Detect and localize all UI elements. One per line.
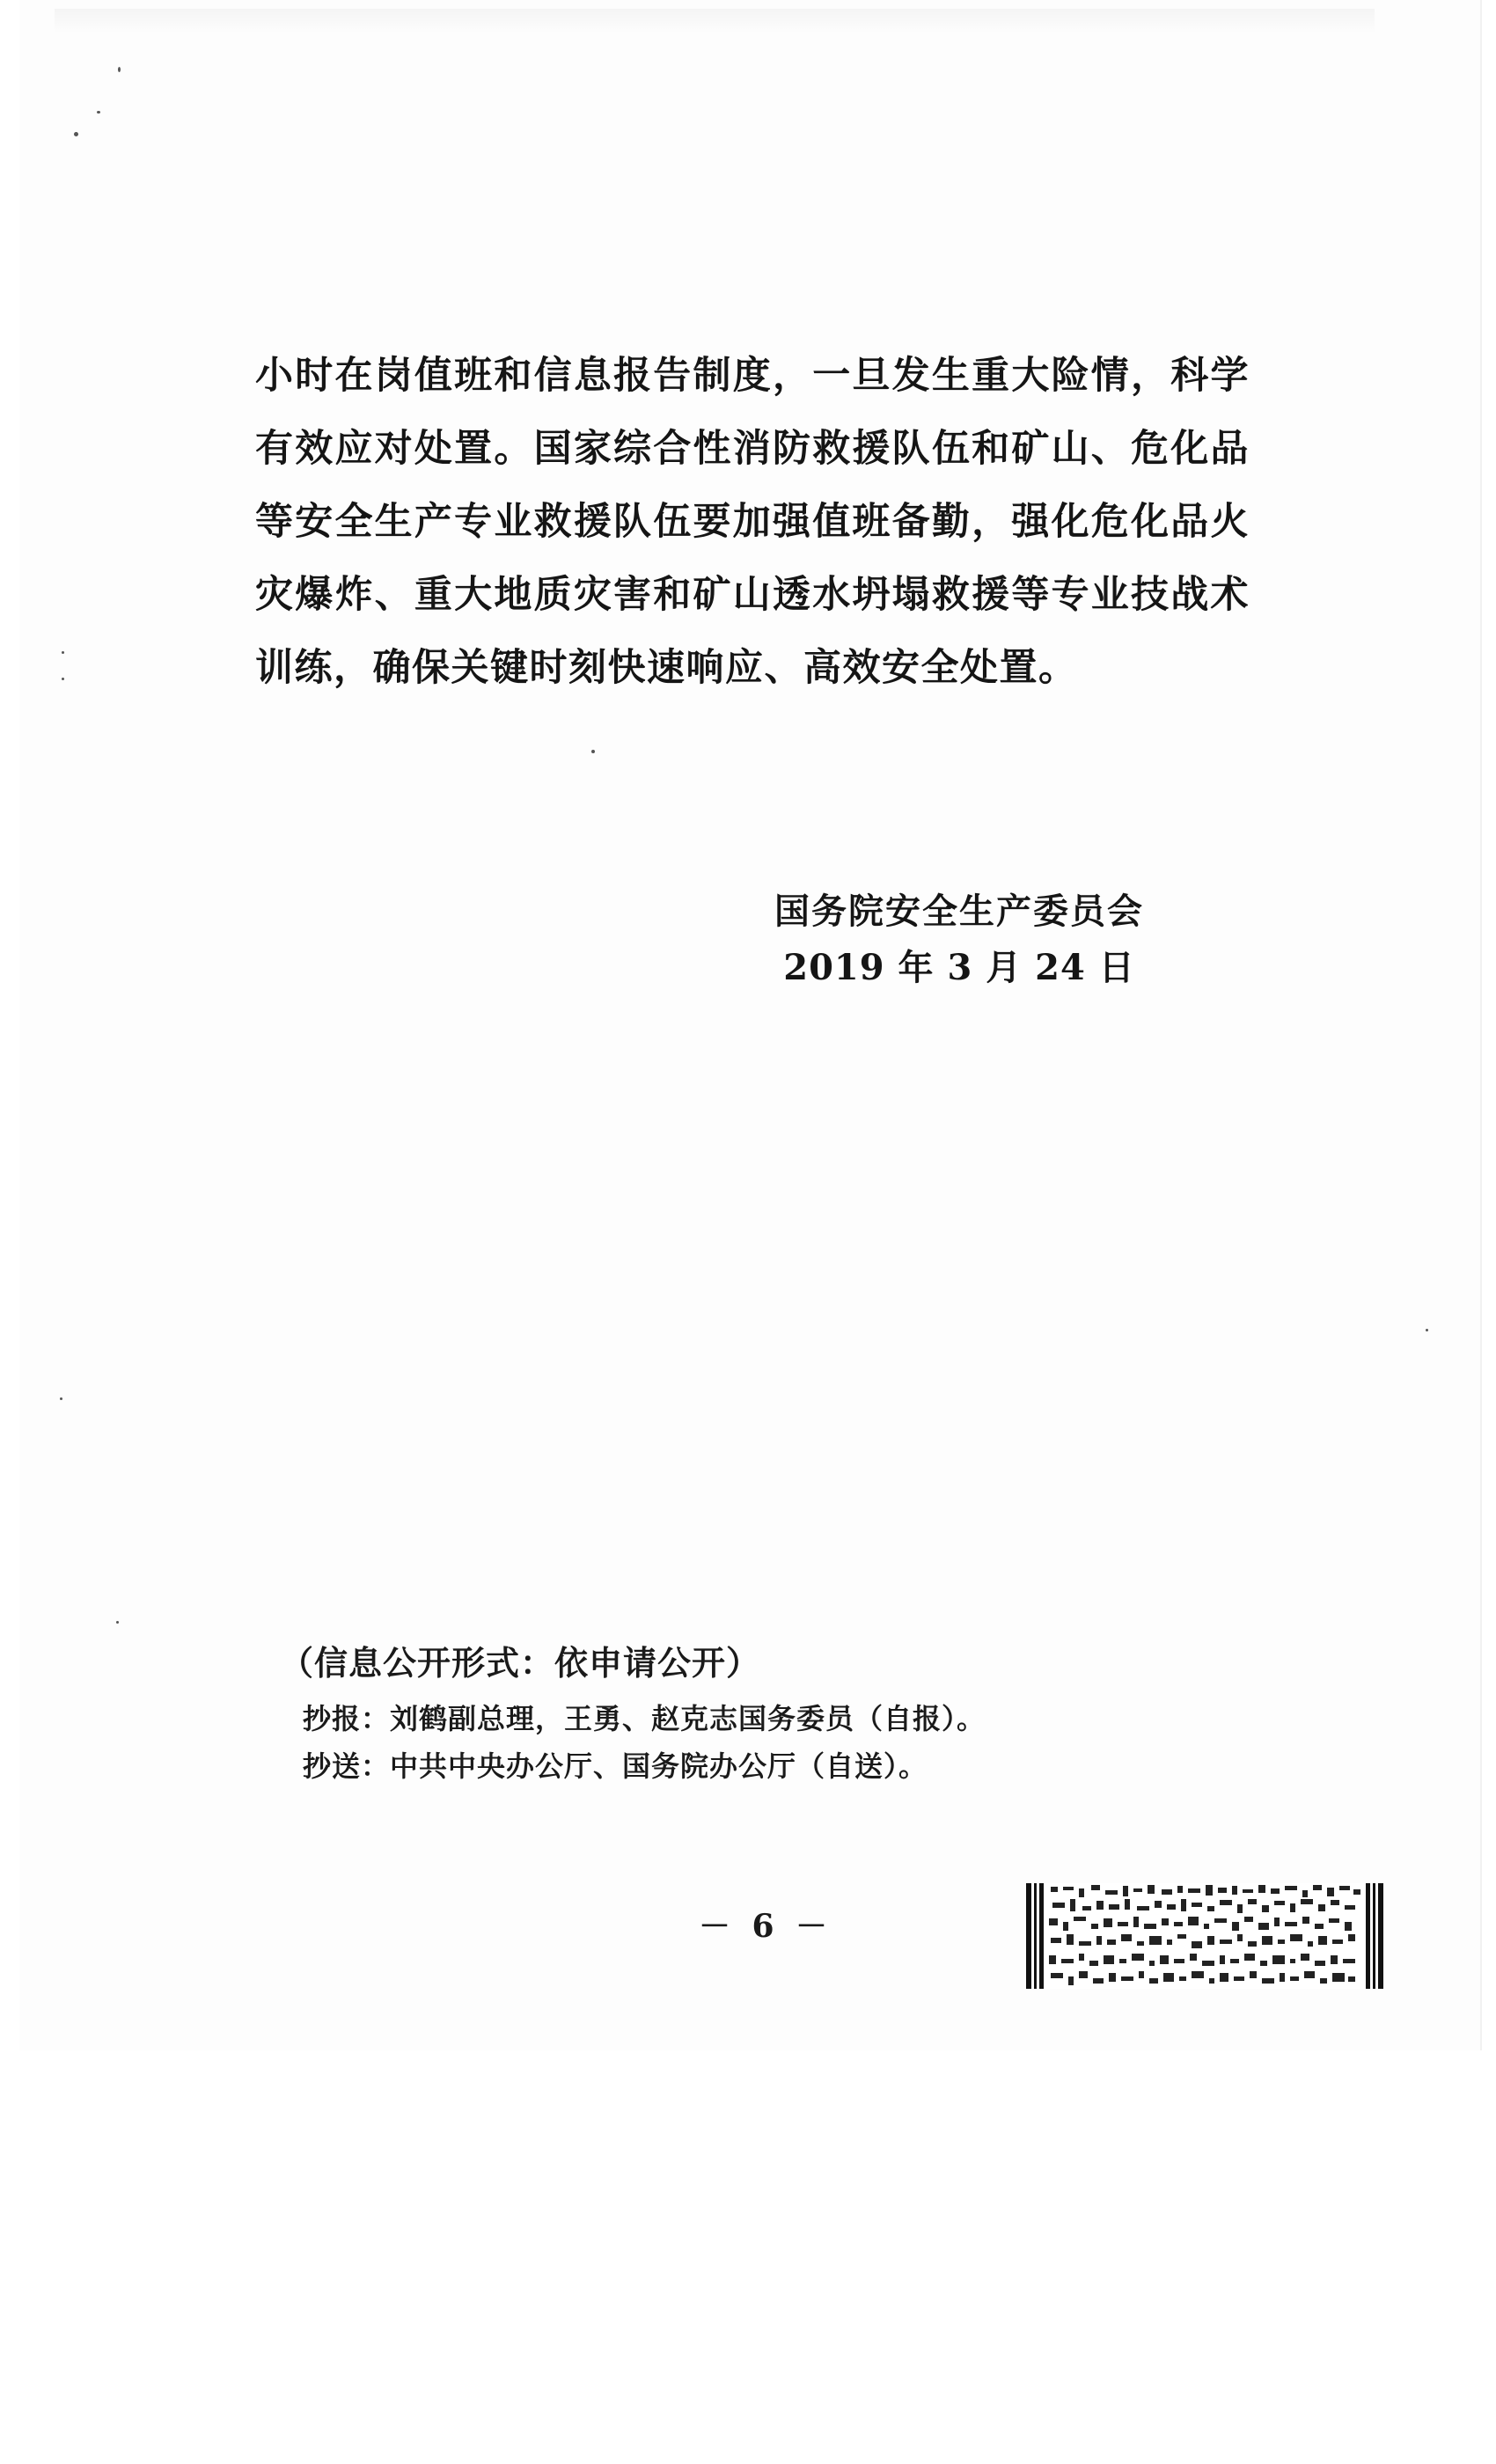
cc-send-line: 抄送：中共中央办公厅、国务院办公厅（自送）。 xyxy=(303,1749,928,1783)
scan-speck xyxy=(1426,1329,1428,1331)
scan-speck xyxy=(62,651,64,654)
issue-date: 2019 年 3 月 24 日 xyxy=(783,947,1135,988)
page-number: － 6 － xyxy=(698,1908,833,1945)
cc-report-line: 抄报：刘鹤副总理，王勇、赵克志国务委员（自报）。 xyxy=(303,1702,986,1735)
body-paragraph: 小时在岗值班和信息报告制度，一旦发生重大险情，科学有效应对处置。国家综合性消防救援队伍和矿山、危化品等安全生产专业救援队伍要加强值班备勤，强化危化品火灾爆炸、重大地质灾害和矿山透水坍塌救援等专业技战术训练，确保关键时刻快速响应、高效安全处置。 xyxy=(255,354,1250,690)
scan-shadow xyxy=(55,9,1375,33)
signature-block xyxy=(766,884,1153,996)
scan-speck xyxy=(118,67,121,72)
scan-speck xyxy=(62,678,64,680)
scan-speck xyxy=(591,750,595,753)
scan-speck xyxy=(116,1621,119,1624)
scan-speck xyxy=(97,111,100,114)
disclosure-form: （信息公开形式：依申请公开） xyxy=(280,1643,761,1683)
issuing-organization: 国务院安全生产委员会 xyxy=(774,891,1144,932)
footer-block xyxy=(280,1639,1160,1790)
barcode-icon xyxy=(1024,1883,1385,1989)
scan-speck xyxy=(74,132,78,136)
scan-speck xyxy=(60,1397,62,1400)
